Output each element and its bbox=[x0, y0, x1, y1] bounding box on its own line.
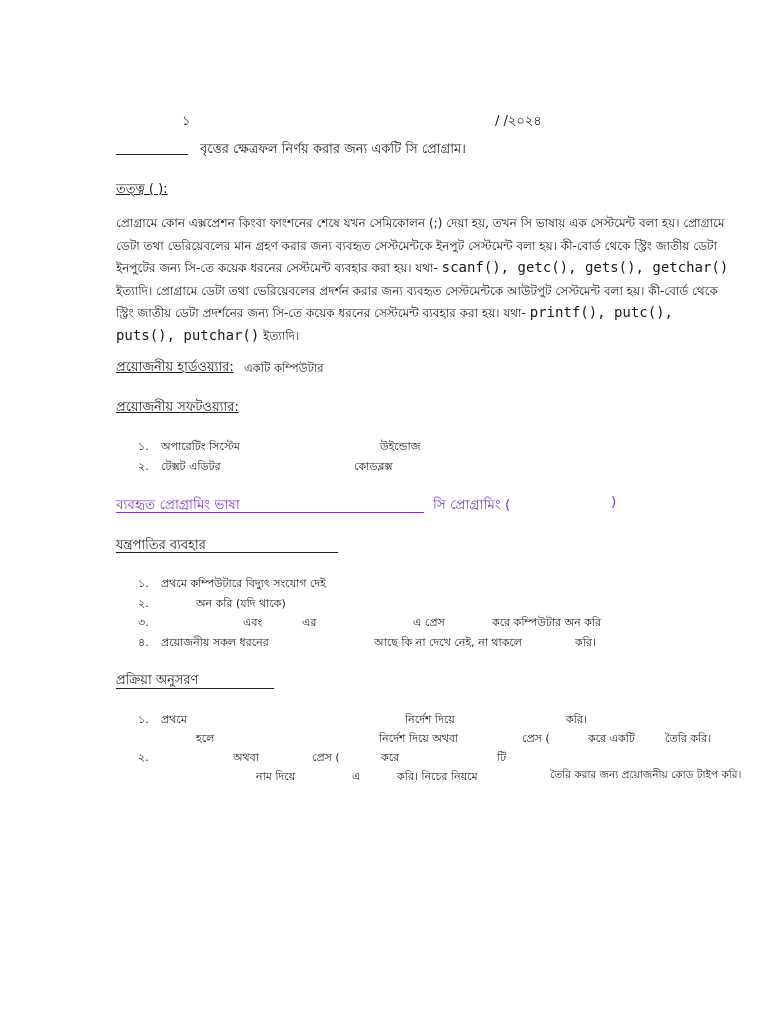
theory-paragraph bbox=[116, 212, 761, 347]
procedure-part: নির্দেশ দিয়ে অথবা bbox=[379, 732, 459, 745]
language-close: ) bbox=[611, 494, 617, 510]
equipment-num: ২. bbox=[138, 597, 149, 610]
experiment-number: ১ bbox=[182, 114, 191, 129]
software-heading: প্রয়োজনীয় সফটওয়্যার: bbox=[116, 400, 239, 415]
procedure-num: ১. bbox=[138, 713, 149, 726]
theory-heading: তত্ত্ব ( ): bbox=[116, 182, 168, 197]
procedure-part: টি bbox=[497, 751, 507, 764]
output-functions: printf(), putc(), bbox=[529, 305, 673, 321]
language-label: ব্যবহৃত প্রোগ্রামিং ভাষা bbox=[116, 497, 240, 513]
theory-line: puts(), putchar() ইত্যাদি। bbox=[116, 327, 300, 344]
page-title: বৃত্তের ক্ষেত্রফল নির্ণয় করার জন্য একটি সি প্রোগ্রাম। bbox=[200, 142, 466, 157]
software-value: কোডব্লক্স bbox=[354, 460, 393, 473]
procedure-part: এ bbox=[352, 770, 361, 783]
input-functions: scanf(), getc(), gets(), getchar() bbox=[441, 260, 729, 276]
procedure-part: তৈরি করার জন্য প্রয়োজনীয় কোড টাইপ করি। bbox=[550, 769, 742, 781]
equipment-num: ৪. bbox=[138, 636, 149, 649]
software-value: উইন্ডোজ bbox=[380, 440, 421, 453]
theory-line: স্ট্রিং জাতীয় ডেটা প্রদর্শনের জন্য সি-তে কয়েক ধরনের সেস্টমেন্ট ব্যবহার করা হয়। যথা- printf(), putc(), bbox=[116, 305, 673, 321]
theory-line: ইনপুটের জন্য সি-তে কয়েক ধরনের সেস্টমেন্ট ব্যবহার করা হয়। যথা- scanf(), getc(), gets(), getchar() bbox=[116, 260, 729, 276]
equipment-step-part: প্রয়োজনীয় সকল ধরনের bbox=[161, 636, 269, 649]
procedure-num: ২. bbox=[138, 751, 149, 764]
equipment-step: প্রথমে কম্পিউটারে বিদ্যুৎ সংযোগ দেই bbox=[161, 577, 326, 590]
equipment-step-part: করি। bbox=[575, 636, 596, 649]
theory-line: ডেটা তথা ভেরিয়েবলের মান গ্রহণ করার জন্য ব্যবহৃত সেস্টমেন্টকে ইনপুট সেস্টমেন্ট বলা হয়। কী-বোর্ড থেকে স্ট্রিং জাতীয় ডেটা bbox=[116, 238, 718, 253]
procedure-part: প্রেস ( bbox=[312, 751, 340, 764]
procedure-part: নির্দেশ দিয়ে bbox=[405, 713, 455, 726]
procedure-part: করি। bbox=[566, 713, 587, 726]
equipment-underline bbox=[116, 552, 338, 553]
language-underline bbox=[116, 512, 424, 513]
hardware-value: একটি কম্পিউটার bbox=[244, 361, 324, 375]
procedure-part: হলে bbox=[196, 732, 215, 745]
procedure-part: করে একটি bbox=[588, 732, 635, 745]
software-label: টেক্সট এডিটর bbox=[161, 460, 221, 473]
theory-line: প্রোগ্রামে কোন এক্সপ্রেশন কিংবা ফাংশনের শেষে যখন সেমিকোলন (;) দেয়া হয়, তখন সি ভাষায় এক সেস্টমেন্ট বলা হয়। প্রোগ্রামে bbox=[116, 216, 725, 230]
procedure-part: অথবা bbox=[233, 751, 259, 764]
hardware-heading: প্রয়োজনীয় হার্ডওয়্যার: bbox=[116, 360, 234, 375]
language-value: সি প্রোগ্রামিং ( bbox=[433, 497, 511, 513]
output-functions-cont: puts(), putchar() bbox=[116, 327, 260, 344]
equipment-step-part: করে কম্পিউটার অন করি bbox=[492, 616, 602, 629]
equipment-step: অন করি (যদি থাকে) bbox=[196, 597, 286, 610]
date: / /২০২৪ bbox=[495, 114, 542, 129]
equipment-step-part: এ প্রেস bbox=[413, 616, 445, 629]
software-num: ১. bbox=[138, 440, 149, 453]
procedure-part: প্রথমে bbox=[161, 713, 187, 726]
procedure-part: নাম দিয়ে bbox=[256, 770, 296, 783]
software-label: অপারেটিং সিস্টেম bbox=[161, 440, 240, 453]
software-num: ২. bbox=[138, 460, 149, 473]
equipment-heading: যন্ত্রপাতির ব্যবহার bbox=[116, 538, 206, 553]
equipment-step-part: এর bbox=[302, 616, 317, 629]
theory-line: ইত্যাদি। প্রোগ্রামে ডেটা তথা ভেরিয়েবলের প্রদর্শন করার জন্য ব্যবহৃত সেস্টমেন্টকে আউটপুট সেস্টমেন্ট বলা হয়। কী-বোর্ড থেকে bbox=[116, 283, 718, 298]
procedure-part: করে bbox=[381, 751, 400, 764]
title-blank bbox=[116, 154, 188, 155]
equipment-num: ৩. bbox=[138, 616, 149, 629]
equipment-num: ১. bbox=[138, 577, 149, 590]
procedure-heading: প্রক্রিয়া অনুসরণ bbox=[116, 673, 199, 688]
procedure-part: করি। নিচের নিয়মে bbox=[397, 770, 478, 783]
procedure-part: তৈরি করি। bbox=[665, 732, 712, 745]
equipment-step-part: আছে কি না দেখে নেই, না থাকলে bbox=[374, 636, 523, 649]
procedure-part: প্রেস ( bbox=[522, 732, 550, 745]
procedure-underline bbox=[116, 688, 274, 689]
equipment-step-part: এবং bbox=[243, 616, 263, 629]
